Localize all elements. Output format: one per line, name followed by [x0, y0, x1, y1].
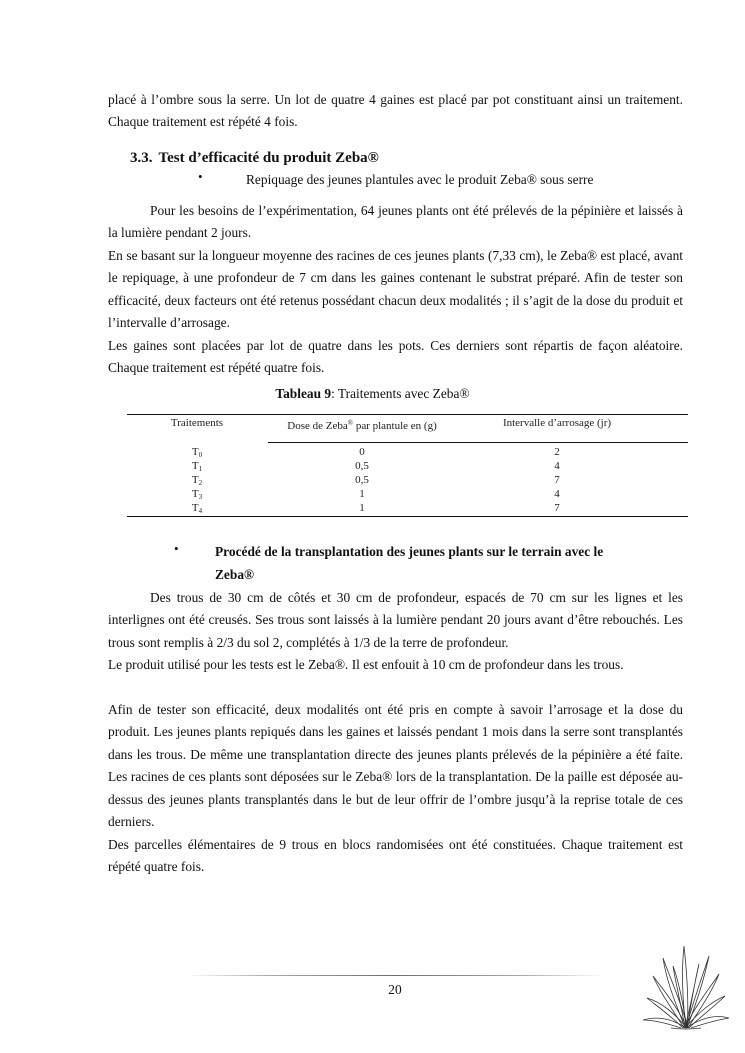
registered-mark: ®	[347, 419, 354, 427]
paragraph-7: Des parcelles élémentaires de 9 trous en blocs randomisées ont été constituées. Chaque traitement est répété quatre fois.	[108, 837, 683, 875]
treatments-table	[127, 414, 688, 517]
treatment-letter: T	[191, 474, 199, 486]
treatment-index: 3	[198, 493, 203, 501]
paragraph-3: Les gaines sont placées par lot de quatre dans les pots. Ces derniers sont répartis de façon aléatoire. Chaque traitement est répété quatre fois.	[108, 338, 683, 376]
table-caption-text: : Traitements avec Zeba®	[331, 386, 470, 401]
table-caption	[0, 386, 745, 402]
aloe-plant-icon	[641, 944, 731, 1030]
bullet-icon: •	[198, 169, 203, 184]
paragraph-5: Le produit utilisé pour les tests est le Zeba®. Il est enfouit à 10 cm de profondeur dans les trous.	[108, 657, 624, 672]
bullet-icon: •	[174, 541, 179, 556]
cell-dose: 0	[359, 446, 365, 458]
cell-dose: 0,5	[355, 460, 369, 472]
cell-interval: 7	[554, 502, 560, 514]
section-heading	[130, 150, 379, 167]
treatment-letter: T	[191, 460, 199, 472]
header-dose-text: Dose de Zeba	[287, 420, 348, 432]
paragraph-4: Des trous de 30 cm de côtés et 30 cm de profondeur, espacés de 70 cm sur les lignes et les interlignes ont été creusés. Ses trous sont laissés à la lumière pendant 20 jours avant d’être rebouchés. Les trous sont remplis à 2/3 du sol 2, complétés à 1/3 de la terre de profondeur.	[108, 590, 683, 650]
footer-divider	[185, 975, 605, 976]
treatment-index: 2	[198, 479, 203, 487]
cell-dose: 1	[359, 502, 365, 514]
cell-interval: 4	[554, 460, 560, 472]
table-bottom-rule	[127, 516, 688, 517]
bullet-text: Repiquage des jeunes plantules avec le produit Zeba® sous serre	[246, 172, 594, 187]
table-caption-label: Tableau 9	[275, 386, 332, 401]
treatment-letter: T	[191, 446, 199, 458]
paragraph-intro: placé à l’ombre sous la serre. Un lot de quatre 4 gaines est placé par pot constituant ainsi un traitement. Chaque traitement est répété 4 fois.	[108, 92, 683, 130]
page-number: 20	[388, 982, 402, 997]
treatment-index: 0	[198, 451, 203, 459]
cell-dose: 1	[359, 488, 365, 500]
header-traitements: Traitements	[170, 417, 224, 429]
header-dose	[257, 416, 467, 433]
treatment-index: 1	[198, 465, 203, 473]
section-title: Test d’efficacité du produit Zeba®	[158, 150, 379, 166]
section-number: 3.3.	[130, 150, 153, 166]
cell-interval: 7	[554, 474, 560, 486]
header-intervalle: Intervalle d’arrosage (jr)	[502, 417, 612, 429]
paragraph-1: Pour les besoins de l’expérimentation, 64 jeunes plants ont été prélevés de la pépinière et laissés à la lumière pendant 2 jours.	[108, 203, 683, 241]
table-top-rule	[127, 414, 688, 415]
treatment-letter: T	[191, 502, 199, 514]
cell-interval: 4	[554, 488, 560, 500]
treatment-index: 4	[198, 507, 203, 515]
bullet-text-line1: Procédé de la transplantation des jeunes plants sur le terrain avec le	[215, 544, 604, 559]
cell-interval: 2	[554, 446, 560, 458]
header-dose-unit: par plantule en (g)	[353, 420, 437, 432]
cell-dose: 0,5	[355, 474, 369, 486]
paragraph-6: Afin de tester son efficacité, deux modalités ont été pris en compte à savoir l’arrosage et la dose du produit. Les jeunes plants repiqués dans les gaines et laissés pendant 1 mois dans la serre sont transplantés dans les trous. De même une transplantation directe des jeunes plants prélevés de la pépinière a été faite. Les racines de ces plants sont déposées sur le Zeba® lors de la transplantation. De la paille est déposée au-dessus des jeunes plants transplantés dans le but de leur offrir de l’ombre jusqu’à la reprise totale de ces derniers.	[108, 702, 683, 830]
table-header-rule	[268, 442, 688, 443]
treatment-letter: T	[191, 488, 199, 500]
paragraph-2: En se basant sur la longueur moyenne des racines de ces jeunes plants (7,33 cm), le Zeba® est placé, avant le repiquage, à une profondeur de 7 cm dans les gaines contenant le substrat préparé. Afin de tester son efficacité, deux facteurs ont été retenus possédant chacun deux modalités ; il s’agit de la dose du produit et l’intervalle d’arrosage.	[108, 248, 683, 331]
bullet-text-line2: Zeba®	[215, 567, 255, 582]
